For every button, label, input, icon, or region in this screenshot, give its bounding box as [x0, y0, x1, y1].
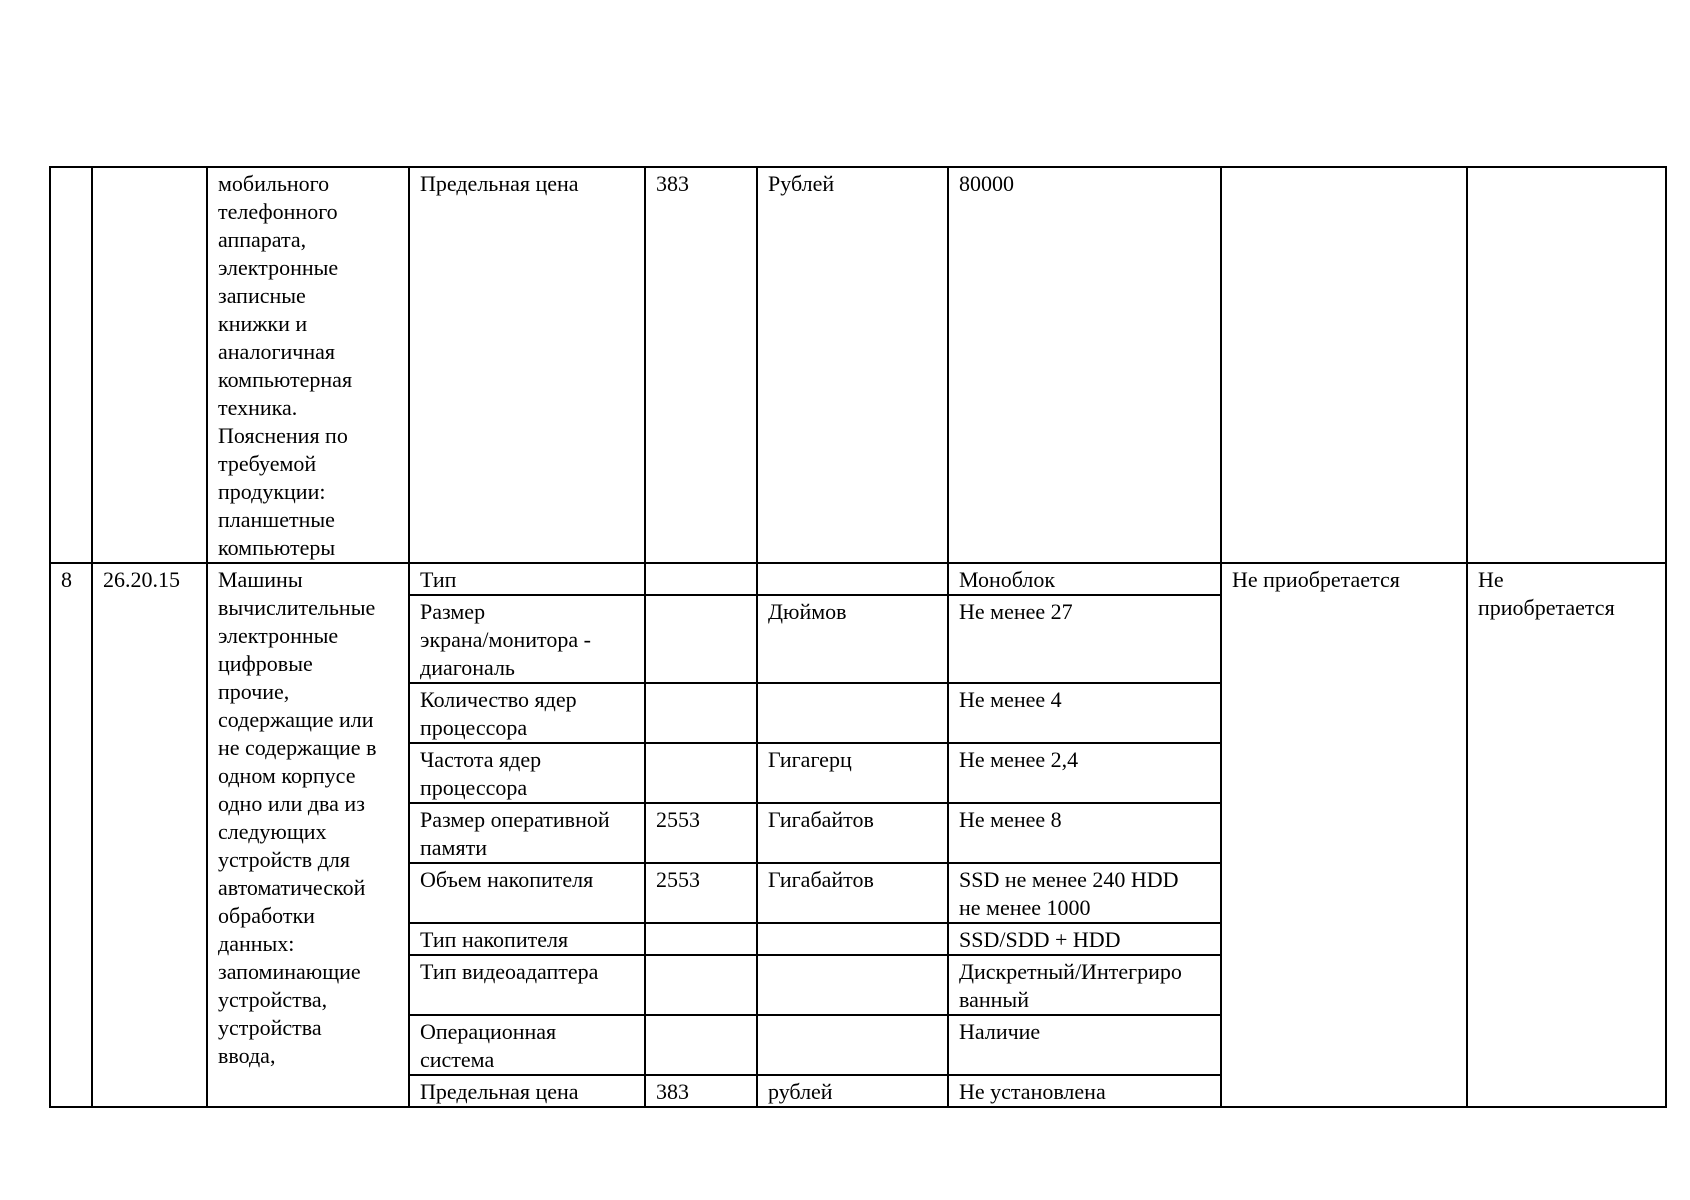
- cell-characteristic: Объем накопителя: [409, 863, 645, 923]
- cell-okei-code: 2553: [645, 863, 757, 923]
- cell-col8: Не приобретается: [1221, 563, 1467, 1107]
- cell-characteristic: Размер оперативной памяти: [409, 803, 645, 863]
- cell-okei-code: 2553: [645, 803, 757, 863]
- cell-col9: [1467, 167, 1666, 563]
- cell-okei-code: [645, 563, 757, 595]
- cell-characteristic: Количество ядер процессора: [409, 683, 645, 743]
- cell-okei-code: [645, 743, 757, 803]
- cell-okpd2: [92, 167, 207, 563]
- cell-value: Дискретный/Интегриро ванный: [948, 955, 1221, 1015]
- cell-unit: Гигагерц: [757, 743, 948, 803]
- cell-value: Не менее 2,4: [948, 743, 1221, 803]
- cell-value: Не менее 4: [948, 683, 1221, 743]
- cell-col9: Не приобретается: [1467, 563, 1666, 1107]
- cell-characteristic: Частота ядер процессора: [409, 743, 645, 803]
- cell-value: Наличие: [948, 1015, 1221, 1075]
- cell-unit: [757, 1015, 948, 1075]
- cell-characteristic: Тип: [409, 563, 645, 595]
- cell-unit: Рублей: [757, 167, 948, 563]
- cell-okei-code: 383: [645, 167, 757, 563]
- cell-value: SSD/SDD + HDD: [948, 923, 1221, 955]
- cell-unit: [757, 563, 948, 595]
- cell-okei-code: 383: [645, 1075, 757, 1107]
- cell-unit: [757, 683, 948, 743]
- table-row: [50, 563, 1666, 595]
- cell-characteristic: Тип накопителя: [409, 923, 645, 955]
- table-row-continued: [50, 167, 1666, 563]
- cell-number: 8: [50, 563, 92, 1107]
- cell-characteristic: Тип видеоадаптера: [409, 955, 645, 1015]
- cell-okei-code: [645, 1015, 757, 1075]
- cell-value: Не менее 27: [948, 595, 1221, 683]
- cell-value: 80000: [948, 167, 1221, 563]
- cell-number: [50, 167, 92, 563]
- cell-unit: рублей: [757, 1075, 948, 1107]
- cell-value: Не менее 8: [948, 803, 1221, 863]
- cell-value: Не установлена: [948, 1075, 1221, 1107]
- cell-col8: [1221, 167, 1467, 563]
- cell-okei-code: [645, 955, 757, 1015]
- cell-unit: [757, 923, 948, 955]
- cell-characteristic: Предельная цена: [409, 1075, 645, 1107]
- cell-okei-code: [645, 923, 757, 955]
- cell-okei-code: [645, 683, 757, 743]
- cell-okpd2: 26.20.15: [92, 563, 207, 1107]
- cell-product-name: мобильного телефонного аппарата, электронные записные книжки и аналогичная компьютерная техника. Пояснения по требуемой продукции: планшетные компьютеры: [207, 167, 409, 563]
- cell-unit: Гигабайтов: [757, 803, 948, 863]
- cell-characteristic: Операционная система: [409, 1015, 645, 1075]
- cell-unit: [757, 955, 948, 1015]
- cell-unit: Гигабайтов: [757, 863, 948, 923]
- cell-characteristic: Предельная цена: [409, 167, 645, 563]
- cell-value: SSD не менее 240 HDD не менее 1000: [948, 863, 1221, 923]
- cell-okei-code: [645, 595, 757, 683]
- cell-value: Моноблок: [948, 563, 1221, 595]
- cell-unit: Дюймов: [757, 595, 948, 683]
- specifications-table: [49, 166, 1667, 1108]
- cell-product-name: Машины вычислительные электронные цифровые прочие, содержащие или не содержащие в одном корпусе одно или два из следующих устройств для автоматической обработки данных: запоминающие устройства, устройства ввода,: [207, 563, 409, 1107]
- cell-characteristic: Размер экрана/монитора - диагональ: [409, 595, 645, 683]
